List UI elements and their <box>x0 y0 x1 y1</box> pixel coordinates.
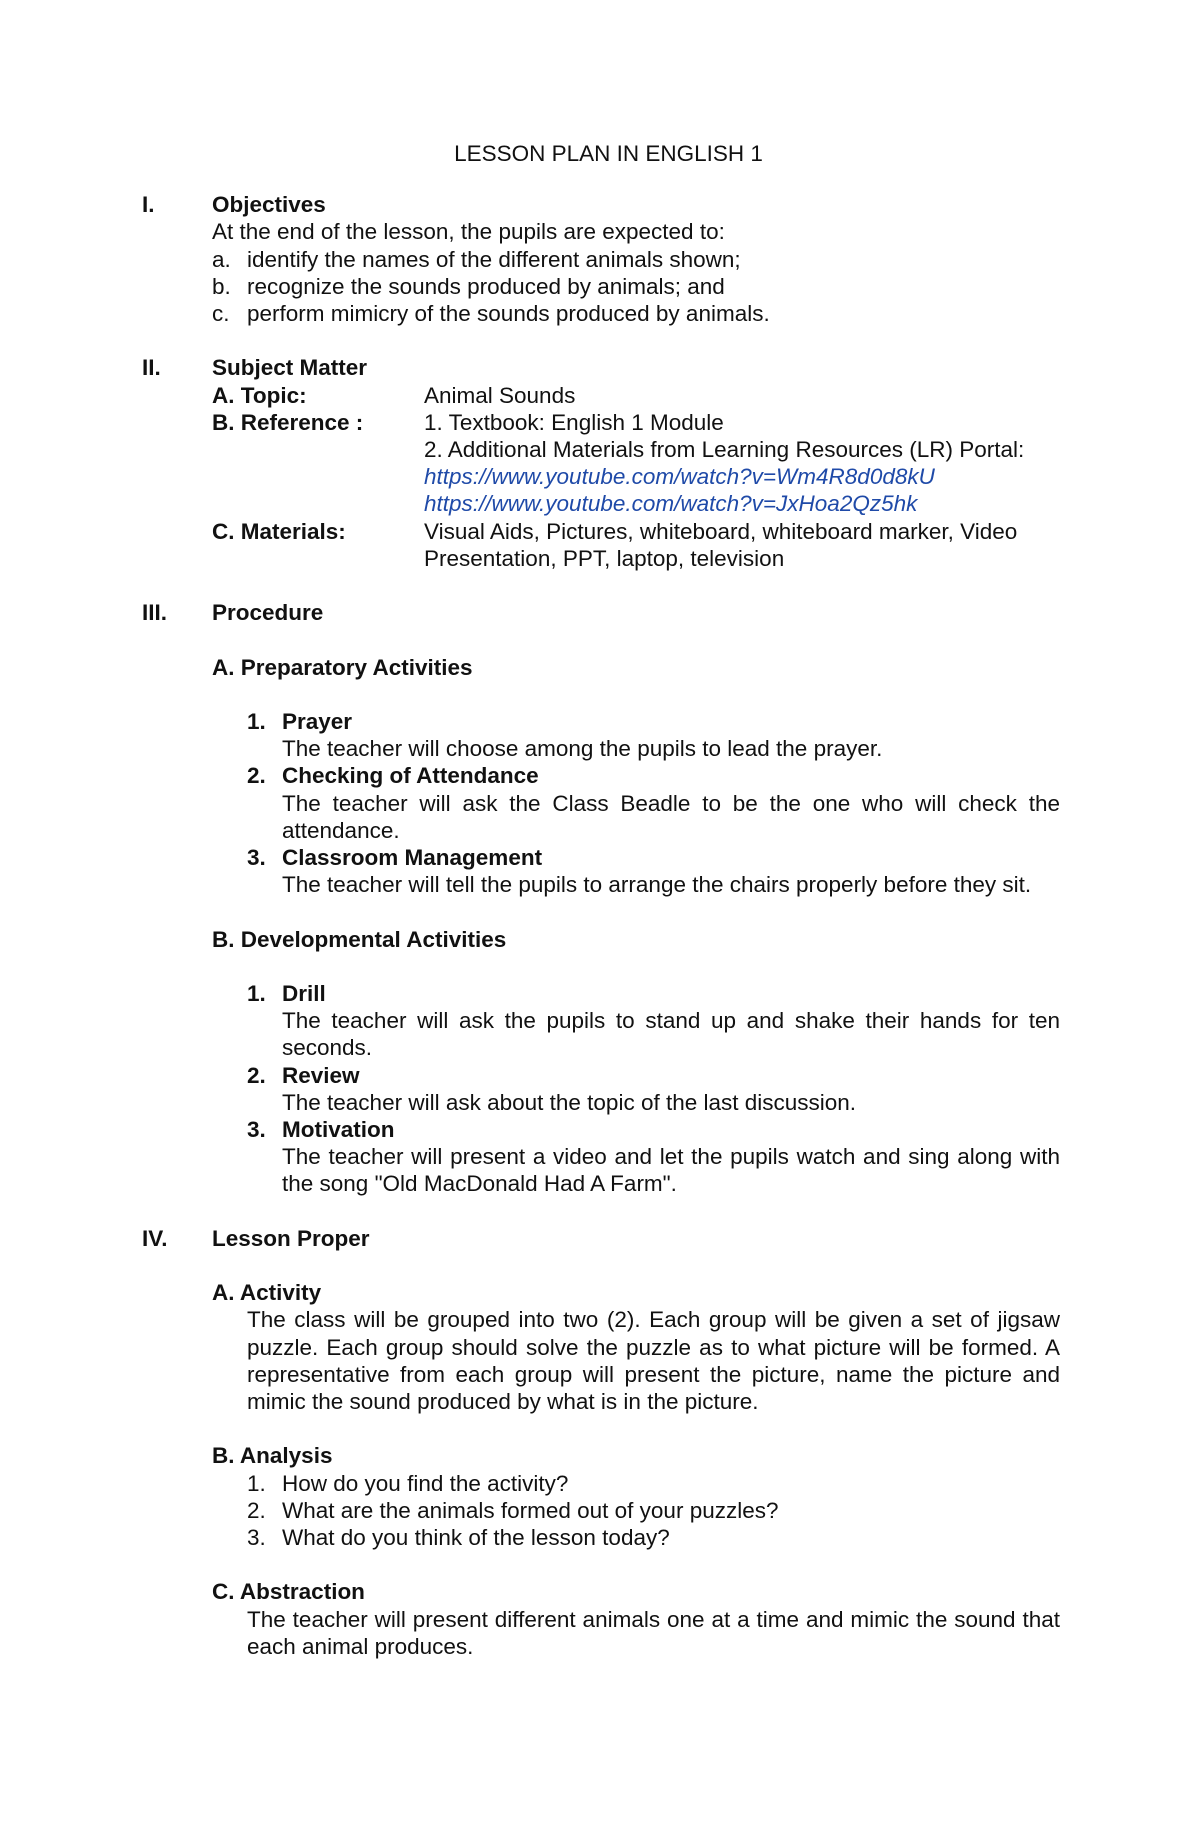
list-item-text: The teacher will ask the pupils to stand up and shake their hands for ten seconds. <box>282 1008 1060 1061</box>
list-marker: 3. <box>247 1525 266 1551</box>
topic-value: Animal Sounds <box>424 382 576 408</box>
section-procedure <box>142 599 1060 1197</box>
list-marker: 1. <box>247 981 266 1006</box>
list-item <box>247 1497 1060 1524</box>
preparatory-list <box>212 708 1060 898</box>
list-marker: 2. <box>247 1062 266 1088</box>
analysis-list <box>212 1470 1060 1552</box>
topic-label: A. Topic: <box>212 382 307 408</box>
subsection-heading: B. Developmental Activities <box>212 926 507 952</box>
section-numeral: III. <box>142 600 168 626</box>
activity-text: The class will be grouped into two (2). Each group will be given a set of jigsaw puzzle. Each group should solve the puzzle as to what picture will be formed. A representative from each group will present the picture, name the picture and mimic the sound produced by what is in the picture. <box>247 1307 1060 1415</box>
subsection-heading: A. Preparatory Activities <box>212 654 473 680</box>
list-item-text: The teacher will ask about the topic of the last discussion. <box>282 1089 857 1115</box>
section-heading: Subject Matter <box>212 355 368 381</box>
list-marker: b. <box>212 273 231 299</box>
section-heading: Objectives <box>212 192 326 218</box>
list-item <box>247 1062 1060 1116</box>
reference-label: B. Reference : <box>212 409 364 435</box>
list-item <box>247 708 1060 762</box>
reference-link[interactable]: https://www.youtube.com/watch?v=Wm4R8d0d8kU <box>424 464 935 490</box>
list-item-text: The teacher will tell the pupils to arrange the chairs properly before they sit. <box>282 872 1032 898</box>
topic-row <box>212 382 1060 409</box>
section-heading: Procedure <box>212 600 324 626</box>
list-item-text: The teacher will choose among the pupils to lead the prayer. <box>282 736 883 762</box>
list-item-text: The teacher will ask the Class Beadle to be the one who will check the attendance. <box>282 790 1060 843</box>
objectives-intro: At the end of the lesson, the pupils are expected to: <box>212 219 725 245</box>
reference-line: 2. Additional Materials from Learning Resources (LR) Portal: <box>424 437 1025 463</box>
list-item-title: Checking of Attendance <box>282 763 539 789</box>
list-item-title: Classroom Management <box>282 845 543 871</box>
section-numeral: I. <box>142 192 155 218</box>
list-item-title: Motivation <box>282 1117 395 1143</box>
materials-row <box>212 518 1060 572</box>
subsection-heading: C. Abstraction <box>212 1579 365 1605</box>
list-marker: a. <box>212 246 231 272</box>
list-marker: 2. <box>247 1497 266 1523</box>
list-item-title: Prayer <box>282 709 353 734</box>
section-heading: Lesson Proper <box>212 1225 370 1251</box>
list-item-text: The teacher will present a video and let the pupils watch and sing along with the song "Old MacDonald Had A Farm". <box>282 1144 1060 1197</box>
list-item-text: What are the animals formed out of your puzzles? <box>282 1497 779 1523</box>
list-marker: 3. <box>247 845 266 871</box>
reference-link[interactable]: https://www.youtube.com/watch?v=JxHoa2Qz5hk <box>424 491 918 517</box>
subsection-heading: B. Analysis <box>212 1443 333 1469</box>
section-lesson-proper <box>142 1225 1060 1660</box>
list-item-text: identify the names of the different animals shown; <box>247 246 741 272</box>
section-numeral: II. <box>142 355 161 381</box>
list-item-text: perform mimicry of the sounds produced by animals. <box>247 301 770 327</box>
list-item <box>247 1470 1060 1497</box>
list-item <box>247 844 1060 898</box>
section-objectives <box>142 191 1060 327</box>
abstraction-text: The teacher will present different animals one at a time and mimic the sound that each animal produces. <box>247 1606 1060 1659</box>
list-item <box>247 1524 1060 1551</box>
section-subject-matter <box>142 354 1060 572</box>
document-title: LESSON PLAN IN ENGLISH 1 <box>454 141 763 166</box>
list-item-text: How do you find the activity? <box>282 1470 569 1496</box>
list-item <box>247 1116 1060 1198</box>
list-item-title: Review <box>282 1062 360 1088</box>
list-item-text: What do you think of the lesson today? <box>282 1525 670 1551</box>
materials-label: C. Materials: <box>212 518 346 544</box>
list-item <box>212 273 1060 300</box>
list-marker: 2. <box>247 763 266 789</box>
reference-values <box>424 409 1060 518</box>
list-marker: c. <box>212 301 230 327</box>
list-item <box>212 300 1060 327</box>
list-marker: 1. <box>247 1470 266 1496</box>
developmental-list <box>212 980 1060 1198</box>
list-item <box>212 246 1060 273</box>
list-marker: 1. <box>247 709 266 734</box>
list-item <box>247 762 1060 844</box>
list-item-title: Drill <box>282 981 326 1006</box>
list-item-text: recognize the sounds produced by animals; and <box>247 273 725 299</box>
reference-row <box>212 409 1060 518</box>
list-item <box>247 980 1060 1062</box>
subsection-heading: A. Activity <box>212 1280 322 1306</box>
section-numeral: IV. <box>142 1225 168 1251</box>
list-marker: 3. <box>247 1117 266 1143</box>
materials-value: Visual Aids, Pictures, whiteboard, whiteboard marker, Video Presentation, PPT, laptop, television <box>424 518 1018 571</box>
reference-line: 1. Textbook: English 1 Module <box>424 409 724 435</box>
